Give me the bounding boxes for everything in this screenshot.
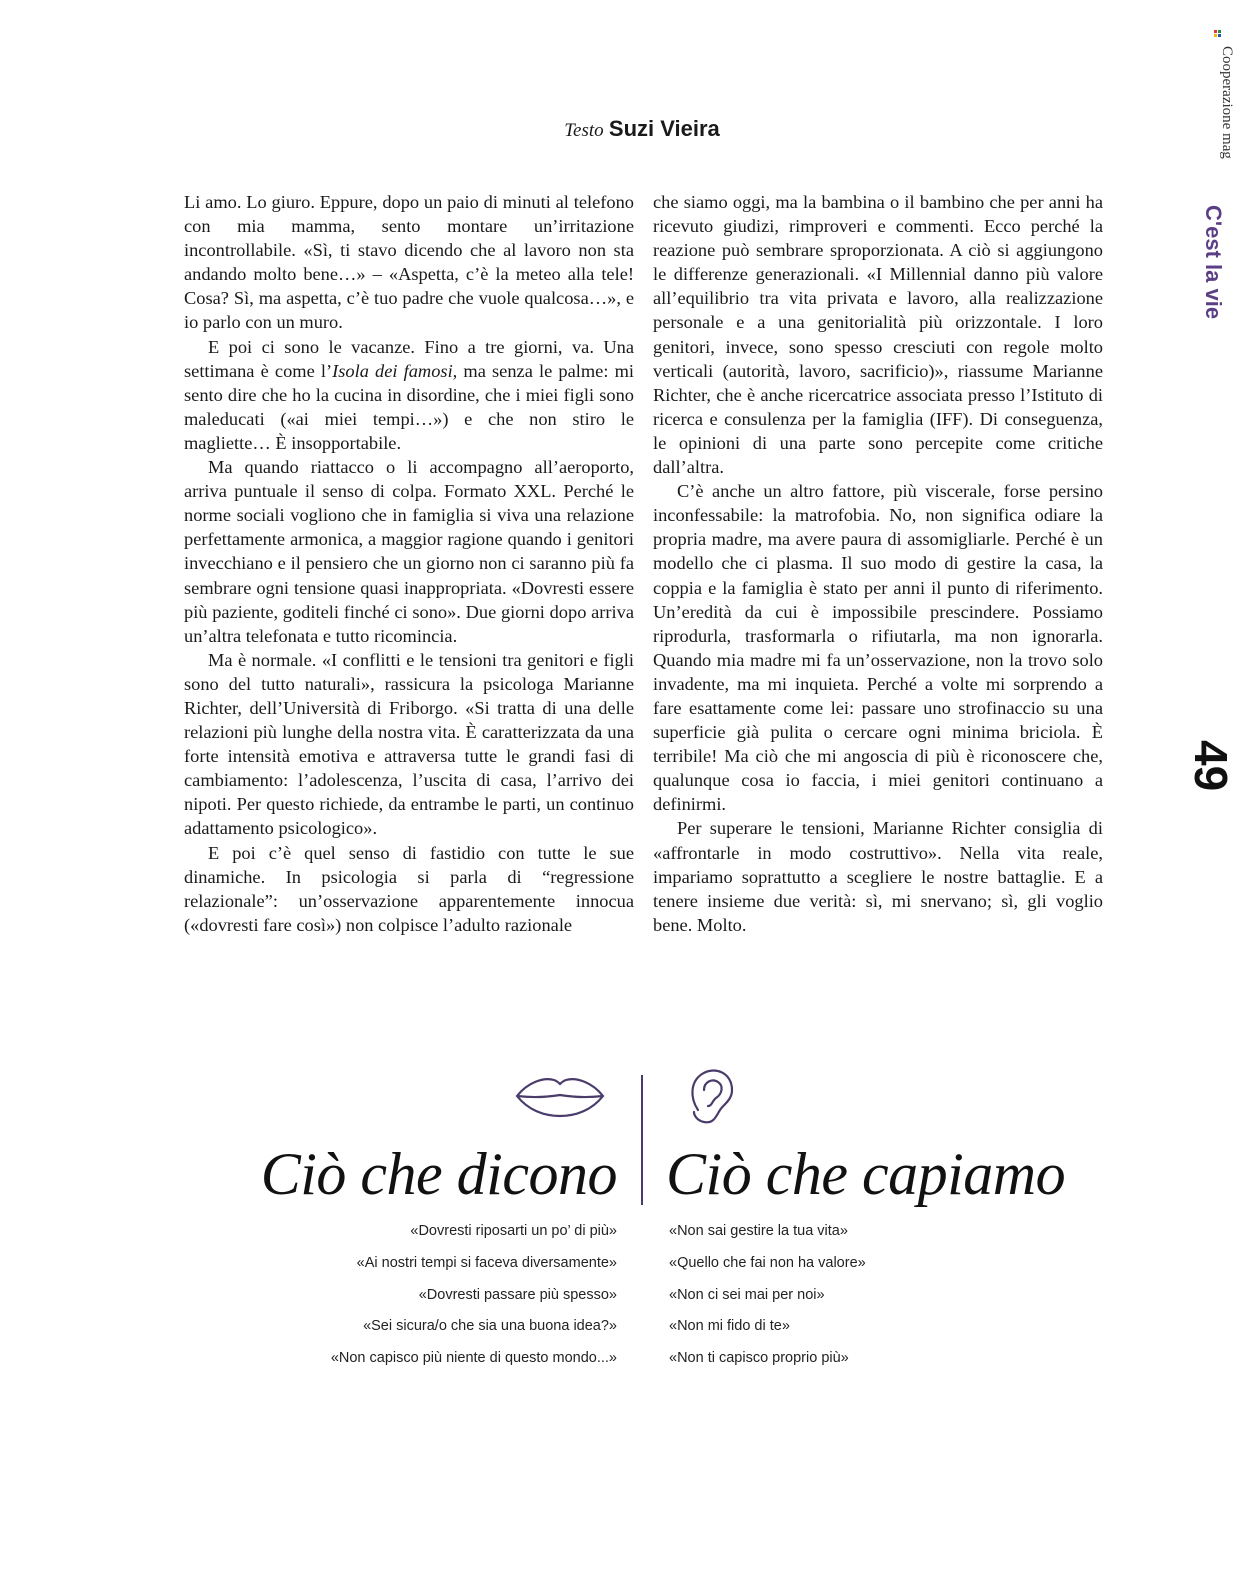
list-item: «Non capisco più niente di questo mondo...»	[330, 1350, 617, 1367]
article-column-left	[184, 190, 634, 937]
list-item: «Dovresti riposarti un po’ di più»	[410, 1223, 617, 1239]
understood-title: Ciò che capiamo	[666, 1141, 1066, 1207]
said-list	[331, 1221, 617, 1380]
ear-icon	[686, 1066, 738, 1126]
magazine-name: Cooperazione mag	[1219, 46, 1235, 159]
section-name: C'est la vie	[1201, 205, 1226, 320]
list-item: «Ai nostri tempi si faceva diversamente»	[356, 1254, 617, 1271]
page-number: 49	[1185, 740, 1237, 792]
list-item: «Dovresti passare più spesso»	[418, 1286, 617, 1303]
list-item: «Non ti capisco proprio più»	[669, 1350, 849, 1367]
column-divider	[641, 1075, 643, 1205]
byline-author: Suzi Vieira	[608, 116, 720, 141]
paragraph: Ma quando riattacco o li accompagno all’aeroporto, arriva puntuale il senso di colpa. Formato XXL. Perché le norme sociali vogliono che in famiglia si viva una relazione perfettamente armonica, a maggior ragione quando i genitori invecchiano e il pensiero che un giorno non ci saranno più fa sembrare ogni tensione quasi inappropriata. «Dovresti essere più paziente, goditeli finché ci sono». Due giorni dopo arriva un’altra telefonata e tutto ricomincia.	[184, 457, 634, 646]
list-item: «Sei sicura/o che sia una buona idea?»	[363, 1318, 617, 1335]
paragraph: Ma è normale. «I conflitti e le tensioni tra genitori e figli sono del tutto naturali», rassicura la psicologa Marianne Richter, dell’Università di Friborgo. «Si tratta di una delle relazioni più lunghe della nostra vita. È caratterizzata da una forte intensità emotiva e attraversa tutte le grandi fasi di cambiamento: l’adolescenza, l’uscita di casa, l’arrivo dei nipoti. Per questo richiede, da entrambe le parti, un continuo adattamento psicologico».	[184, 649, 634, 839]
list-item: «Non ci sei mai per noi»	[669, 1286, 825, 1303]
list-item: «Non mi fido di te»	[669, 1318, 790, 1335]
paragraph: Per superare le tensioni, Marianne Richter consiglia di «affrontarle in modo costruttivo». Nella vita reale, impariamo soprattutto a scegliere le nostre battaglie. E a tenere insieme due verità: sì, mi snervano; sì, gli voglio bene. Molto.	[653, 818, 1103, 935]
paragraph: Li amo. Lo giuro. Eppure, dopo un paio di minuti al telefono con mia mamma, sento montare un’irritazione incontrollabile. «Sì, ti stavo dicendo che al lavoro non sta andando molto bene…» – «Aspetta, c’è la meteo alla tele! Cosa? Sì, ma aspetta, c’è tuo padre che vuole qualcosa…», e io parlo con un muro.	[184, 192, 634, 333]
list-item: «Quello che fai non ha valore»	[669, 1254, 866, 1271]
lips-icon	[514, 1074, 606, 1120]
paragraph: E poi c’è quel senso di fastidio con tutte le sue dinamiche. In psicologia si parla di “regressione relazionale”: un’osservazione apparentemente innocua («dovresti fare così») non colpisce l’adulto razionale	[184, 842, 634, 935]
paragraph: E poi ci sono le vacanze. Fino a tre giorni, va. Una settimana è come l’Isola dei famosi, ma senza le palme: mi sento dire che ho la cucina in disordine, che i miei figli sono maleducati («ai miei tempi…») e che non stiro le magliette… È insopportabile.	[184, 336, 634, 453]
understood-list	[669, 1221, 866, 1380]
color-dots-icon	[1214, 30, 1222, 38]
article-column-right	[653, 190, 1103, 937]
byline-prefix: Testo	[564, 120, 604, 141]
list-item: «Non sai gestire la tua vita»	[669, 1223, 848, 1239]
paragraph: C’è anche un altro fattore, più viscerale, forse persino inconfessabile: la matrofobia. No, non significa odiare la propria madre, ma avere paura di assomigliarle. Perché è un modello che ci plasma. Il suo modo di gestire la casa, la coppia e la famiglia è stato per anni il punto di riferimento. Un’eredità da cui è impossibile prescindere. Possiamo riprodurla, trasformarla o rifiutarla, ma non ignorarla. Quando mia madre mi fa un’osservazione, non la trovo solo invadente, ma mi inquieta. Perché a volte mi sorprendo a fare esattamente come lei: passare uno strofinaccio su una superficie già pulita o cercare ogni minima briciola. È terribile! Ma ciò che mi angoscia di più è riconoscere che, qualunque cosa io faccia, i miei genitori continuano a definirmi.	[653, 481, 1103, 815]
paragraph: che siamo oggi, ma la bambina o il bambino che per anni ha ricevuto giudizi, rimproveri e commenti. Ecco perché la reazione può sembrare sproporzionata. A ciò si aggiungono le differenze generazionali. «I Millennial danno più valore all’equilibrio tra vita privata e lavoro, alla realizzazione personale e a una genitorialità più orizzontale. I loro genitori, invece, sono spesso cresciuti con regole molto verticali (autorità, lavoro, sacrificio)», riassume Marianne Richter, che è anche ricercatrice associata presso l’Istituto di ricerca e consulenza per la famiglia (IFF). Di conseguenza, le opinioni di una parte sono percepite come critiche dall’altra.	[653, 192, 1103, 478]
byline	[0, 116, 1250, 142]
said-title: Ciò che dicono	[260, 1141, 617, 1207]
